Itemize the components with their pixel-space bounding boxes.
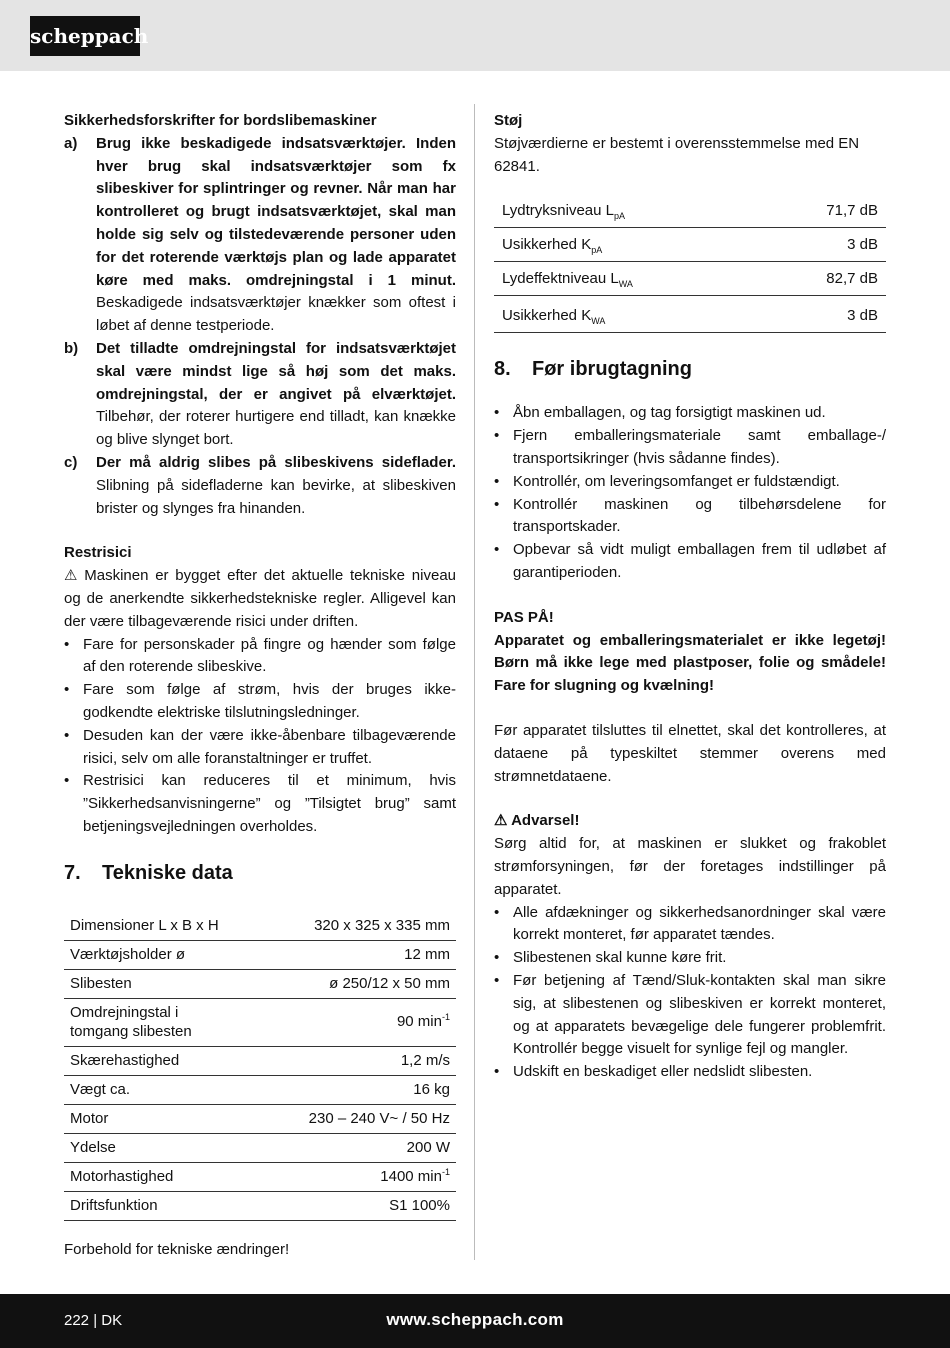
row-value: 230 – 240 V~ / 50 Hz: [226, 1104, 456, 1133]
table-row: [494, 296, 886, 333]
label-text: Usikkerhed K: [502, 236, 592, 254]
item-bold: Det tilladte omdrejningstal for indsatsværktøjet skal være mindst lige så høj som det maks. omdrejningstal, der er angivet på elværktøjet.: [96, 339, 456, 403]
list-item: • Fare for personskader på fingre og hænder som følge af den roterende slibeskive.: [64, 634, 456, 680]
row-value: 1,2 m/s: [226, 1046, 456, 1075]
list-item: • Fare som følge af strøm, hvis der bruges ikke-godkendte elektriske tilslutningsledninger.: [64, 679, 456, 725]
warning-title: Advarsel!: [511, 812, 580, 830]
scheppach-logo: scheppach: [30, 16, 140, 56]
restrisici-title: Restrisici: [64, 544, 132, 562]
row-label: [494, 228, 762, 262]
label-sub: pA: [591, 245, 603, 256]
row-value: 3 dB: [762, 296, 886, 333]
restrisici-intro-text: Maskinen er bygget efter det aktuelle tekniske niveau og de anerkendte sikkerhedstekniske regler. Alligevel kan der være tilbageværende risici under driften.: [64, 567, 456, 630]
warning-list: [494, 902, 886, 1084]
row-value: [226, 1162, 456, 1191]
caution-text: Apparatet og emballeringsmaterialet er ikke legetøj! Børn må ikke lege med plastposer, folie og smådele! Fare for slugning og kvælning!: [494, 631, 886, 695]
row-value: 3 dB: [762, 228, 886, 262]
warning-triangle-icon: ⚠: [494, 812, 508, 830]
table-row: [494, 262, 886, 296]
row-label: Skærehastighed: [64, 1046, 226, 1075]
section-number: 7.: [64, 861, 81, 884]
website-url: www.scheppach.com: [386, 1310, 564, 1329]
value-sup: -1: [441, 1012, 450, 1023]
tech-data-table: [64, 912, 456, 1221]
table-row: [64, 1133, 456, 1162]
row-label: Motor: [64, 1104, 226, 1133]
row-label: Vægt ca.: [64, 1075, 226, 1104]
list-item: • Udskift en beskadiget eller nedslidt slibesten.: [494, 1061, 886, 1084]
label-text: Lydtryksniveau L: [502, 202, 615, 220]
value-text: 1400 min: [380, 1167, 442, 1185]
section-number: 8.: [494, 358, 511, 381]
item-bold: Der må aldrig slibes på slibeskivens sideflader.: [96, 453, 456, 471]
row-label: Værktøjsholder ø: [64, 940, 226, 969]
warning-text: Sørg altid for, at maskinen er slukket og frakoblet strømforsyningen, før der foretages indstillinger på apparatet.: [494, 835, 886, 898]
item-text: [96, 338, 456, 452]
table-row: [64, 1191, 456, 1220]
row-value: ø 250/12 x 50 mm: [226, 969, 456, 998]
table-row: [64, 1104, 456, 1133]
row-label: Slibesten: [64, 969, 226, 998]
list-item: • Restrisici kan reduceres til et minimum, hvis ”Sikkerhedsanvisningerne” og ”Tilsigtet brug” samt betjeningsvejledningen overholdes.: [64, 770, 456, 838]
section-title: Før ibrugtagning: [532, 358, 692, 381]
item-normal: Slibning på sidefladerne kan bevirke, at slibeskiven brister og slynges fra hinanden.: [96, 476, 456, 517]
safety-item-b: [64, 338, 456, 452]
item-label: c): [64, 453, 78, 471]
item-normal: Beskadigede indsatsværktøjer knækker som oftest i løbet af denne testperiode.: [96, 294, 456, 335]
column-divider: [474, 104, 475, 1260]
list-item: • Slibestenen skal kunne køre frit.: [494, 947, 886, 970]
item-label: a): [64, 134, 78, 152]
table-row: [64, 969, 456, 998]
list-item: • Alle afdækninger og sikkerhedsanordninger skal være korrekt monteret, før apparatet tændes.: [494, 902, 886, 948]
noise-title: Støj: [494, 112, 523, 129]
label-sub: pA: [614, 211, 626, 222]
warning-triangle-icon: ⚠: [64, 567, 78, 585]
label-sub: WA: [591, 316, 606, 327]
list-item: • Før betjening af Tænd/Sluk-kontakten skal man sikre sig, at slibestenen og slibeskiven er korrekt monteret, og at apparatets bevægelige dele fungerer problemfrit. Kontrollér begge visuelt for synlige fejl og mangler.: [494, 970, 886, 1061]
restrisici-list: [64, 634, 456, 839]
section-7-heading: [64, 859, 456, 887]
row-value: 200 W: [226, 1133, 456, 1162]
section-title: Tekniske data: [102, 861, 233, 884]
row-label: [494, 262, 762, 296]
row-label: Omdrejningstal i tomgang slibesten: [64, 998, 226, 1046]
label-text: Lydeffektniveau L: [502, 270, 619, 288]
label-text: Usikkerhed K: [502, 307, 592, 325]
reservation-note: Forbehold for tekniske ændringer!: [64, 1240, 290, 1258]
row-value: 82,7 dB: [762, 262, 886, 296]
row-value: [226, 998, 456, 1046]
warning-heading: [494, 810, 886, 833]
caution-title: PAS PÅ!: [494, 608, 554, 626]
row-label: Driftsfunktion: [64, 1191, 226, 1220]
right-column: [494, 110, 886, 1084]
row-label: [494, 194, 762, 228]
item-bold: Brug ikke beskadigede indsatsværktøjer. Inden hver brug skal indsatsværktøjer som fx slibeskiver for splintringer og revner. Når man har kontrolleret og brugt indsatsværktøjet, skal man holde sig selv og tilstedeværende personer uden for det roterende værktøjs plan og lade apparatet køre med maks. omdrejningstal i 1 minut.: [96, 134, 456, 289]
restrisici-intro: [64, 565, 456, 633]
table-row: [64, 912, 456, 941]
row-value: S1 100%: [226, 1191, 456, 1220]
row-label: Ydelse: [64, 1133, 226, 1162]
list-item: • Åbn emballagen, og tag forsigtigt maskinen ud.: [494, 402, 886, 425]
row-label: Dimensioner L x B x H: [64, 912, 226, 941]
safety-item-c: [64, 452, 456, 520]
page-footer: [0, 1294, 950, 1348]
safety-title: Sikkerhedsforskrifter for bordslibemaskiner: [64, 112, 377, 129]
mains-text: Før apparatet tilsluttes til elnettet, skal det kontrolleres, at dataene på typeskiltet stemmer overens med strømnetdataene.: [494, 721, 886, 785]
list-item: • Kontrollér maskinen og tilbehørsdelene for transportskader.: [494, 494, 886, 540]
item-text: [96, 452, 456, 520]
noise-table: [494, 194, 886, 333]
page-number: 222 | DK: [64, 1312, 123, 1329]
label-sub: WA: [618, 279, 633, 290]
table-row: [64, 940, 456, 969]
table-row: [64, 1046, 456, 1075]
preparation-list: [494, 402, 886, 584]
table-row: [64, 998, 456, 1046]
row-value: 12 mm: [226, 940, 456, 969]
list-item: • Kontrollér, om leveringsomfanget er fuldstændigt.: [494, 471, 886, 494]
table-row: [64, 1075, 456, 1104]
list-item: • Fjern emballeringsmateriale samt emballage-/ transportsikringer (hvis sådanne findes).: [494, 425, 886, 471]
table-row: [64, 1162, 456, 1191]
safety-item-a: [64, 133, 456, 338]
table-row: [494, 228, 886, 262]
row-value: 71,7 dB: [762, 194, 886, 228]
list-item: • Desuden kan der være ikke-åbenbare tilbageværende risici, selv om alle foranstaltninger er truffet.: [64, 725, 456, 771]
value-sup: -1: [441, 1166, 450, 1177]
page-header: [0, 0, 950, 71]
noise-text: Støjværdierne er bestemt i overensstemmelse med EN 62841.: [494, 134, 860, 175]
row-value: 16 kg: [226, 1075, 456, 1104]
table-row: [494, 194, 886, 228]
section-8-heading: [494, 355, 886, 383]
list-item: • Opbevar så vidt muligt emballagen frem til udløbet af garantiperioden.: [494, 539, 886, 585]
row-value: 320 x 325 x 335 mm: [226, 912, 456, 941]
left-column: [64, 110, 456, 1262]
row-label: Motorhastighed: [64, 1162, 226, 1191]
row-label: [494, 296, 762, 333]
item-label: b): [64, 339, 79, 357]
item-normal: Tilbehør, der roterer hurtigere end tilladt, kan knække og blive slynget bort.: [96, 408, 456, 449]
item-text: [96, 133, 456, 338]
value-text: 90 min: [396, 1013, 442, 1031]
